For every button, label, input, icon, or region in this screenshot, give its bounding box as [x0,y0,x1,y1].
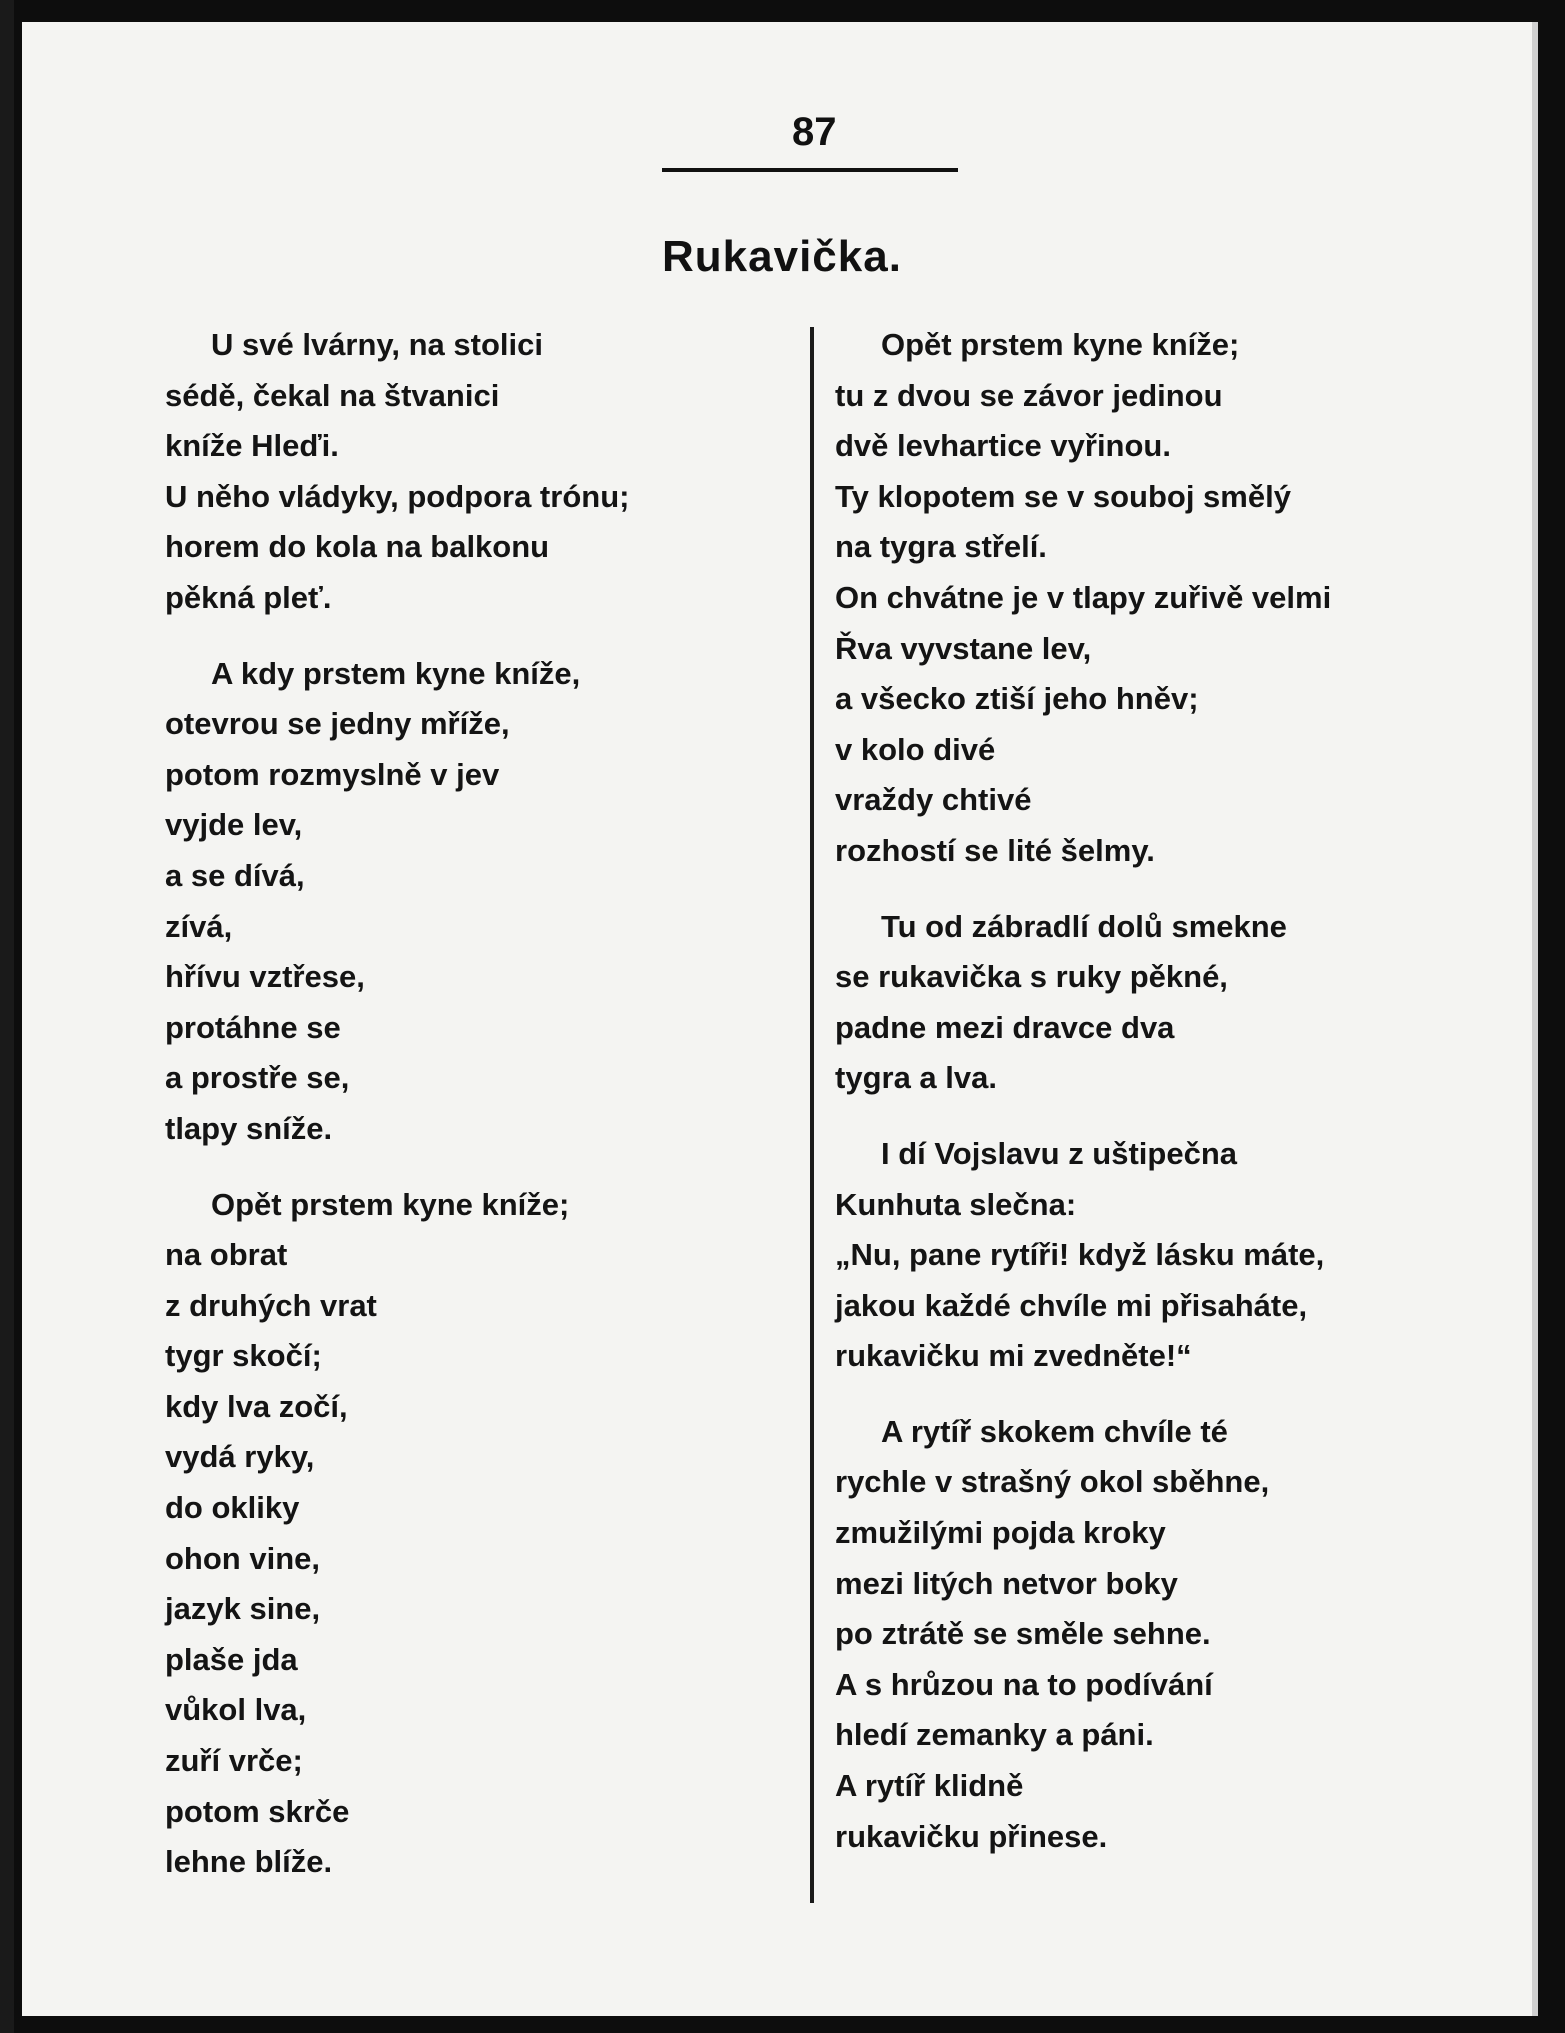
verse-line: lehne blíže. [165,1844,333,1880]
verse-line: na tygra střelí. [835,529,1047,565]
verse-line: protáhne se [165,1009,341,1045]
verse-line: pěkná pleť. [165,579,332,615]
verse-line: a se dívá, [165,857,305,893]
verse-line: vraždy chtivé [835,782,1032,818]
verse-line: po ztrátě se směle sehne. [835,1616,1211,1652]
verse-line: zmužilými pojda kroky [835,1515,1166,1551]
verse-line: hledí zemanky a páni. [835,1717,1154,1753]
verse-line: A kdy prstem kyne kníže, [211,655,581,691]
verse-line: I dí Vojslavu z uštipečna [881,1135,1238,1171]
stanza [835,1407,1475,1862]
verse-line: kdy lva zočí, [165,1388,348,1424]
verse-line: Ty klopotem se v souboj smělý [835,478,1291,514]
verse-line: potom skrče [165,1793,350,1829]
verse-line: v kolo divé [835,731,996,767]
verse-line: Řva vyvstane lev, [835,630,1092,666]
verse-line: U něho vládyky, podpora trónu; [165,478,630,514]
page-number: 87 [792,110,837,154]
verse-line: tu z dvou se závor jedinou [835,377,1223,413]
stanza [165,320,765,624]
left-column [165,320,765,1913]
verse-line: tygr skočí; [165,1338,322,1374]
verse-line: z druhých vrat [165,1287,377,1323]
verse-line: zuří vrče; [165,1743,303,1779]
verse-line: rozhostí se lité šelmy. [835,832,1155,868]
page-number-rule [662,168,958,172]
stanza [165,1180,765,1888]
verse-line: do okliky [165,1490,300,1526]
verse-line: rychle v strašný okol sběhne, [835,1464,1270,1500]
verse-line: ohon vine, [165,1540,320,1576]
verse-line: a všecko ztiší jeho hněv; [835,681,1199,717]
verse-line: A rytíř klidně [835,1768,1024,1804]
verse-line: jakou každé chvíle mi přisaháte, [835,1287,1308,1323]
stanza [835,1129,1475,1382]
right-column [835,320,1475,1887]
verse-line: plaše jda [165,1641,298,1677]
verse-line: otevrou se jedny mříže, [165,706,510,742]
verse-line: A s hrůzou na to podívání [835,1666,1213,1702]
verse-line: mezi litých netvor boky [835,1565,1178,1601]
verse-line: tygra a lva. [835,1060,997,1096]
verse-line: rukavičku přinese. [835,1818,1108,1854]
verse-line: tlapy sníže. [165,1110,333,1146]
verse-line: U své lvárny, na stolici [211,327,543,362]
book-page [22,22,1538,2016]
verse-line: potom rozmyslně v jev [165,756,500,792]
verse-line: sédě, čekal na štvanici [165,377,500,413]
verse-line: A rytíř skokem chvíle té [881,1413,1228,1449]
verse-line: na obrat [165,1237,288,1273]
verse-line: zívá, [165,908,233,944]
column-divider [810,327,814,1903]
verse-line: vydá ryky, [165,1439,315,1475]
stanza [165,649,765,1155]
poem-title: Rukavička. [662,232,902,281]
verse-line: kníže Hleďi. [165,428,339,464]
verse-line: a prostře se, [165,1060,350,1096]
verse-line: vůkol lva, [165,1692,307,1728]
verse-line: horem do kola na balkonu [165,529,550,565]
verse-line: On chvátne je v tlapy zuřivě velmi [835,579,1332,615]
verse-line: rukavičku mi zvedněte!“ [835,1338,1192,1374]
scan-left-edge [0,0,14,2033]
verse-line: se rukavička s ruky pěkné, [835,959,1228,995]
verse-line: padne mezi dravce dva [835,1009,1175,1045]
verse-line: „Nu, pane rytíři! když lásku máte, [835,1237,1325,1273]
verse-line: dvě levhartice vyřinou. [835,428,1171,464]
verse-line: jazyk sine, [165,1591,321,1627]
verse-line: Tu od zábradlí dolů smekne [881,908,1287,944]
verse-line: Opět prstem kyne kníže; [211,1186,570,1222]
stanza [835,320,1475,877]
stanza [835,902,1475,1104]
verse-line: hřívu vztřese, [165,959,365,995]
verse-line: vyjde lev, [165,807,303,843]
verse-line: Kunhuta slečna: [835,1186,1077,1222]
verse-line: Opět prstem kyne kníže; [881,327,1240,362]
